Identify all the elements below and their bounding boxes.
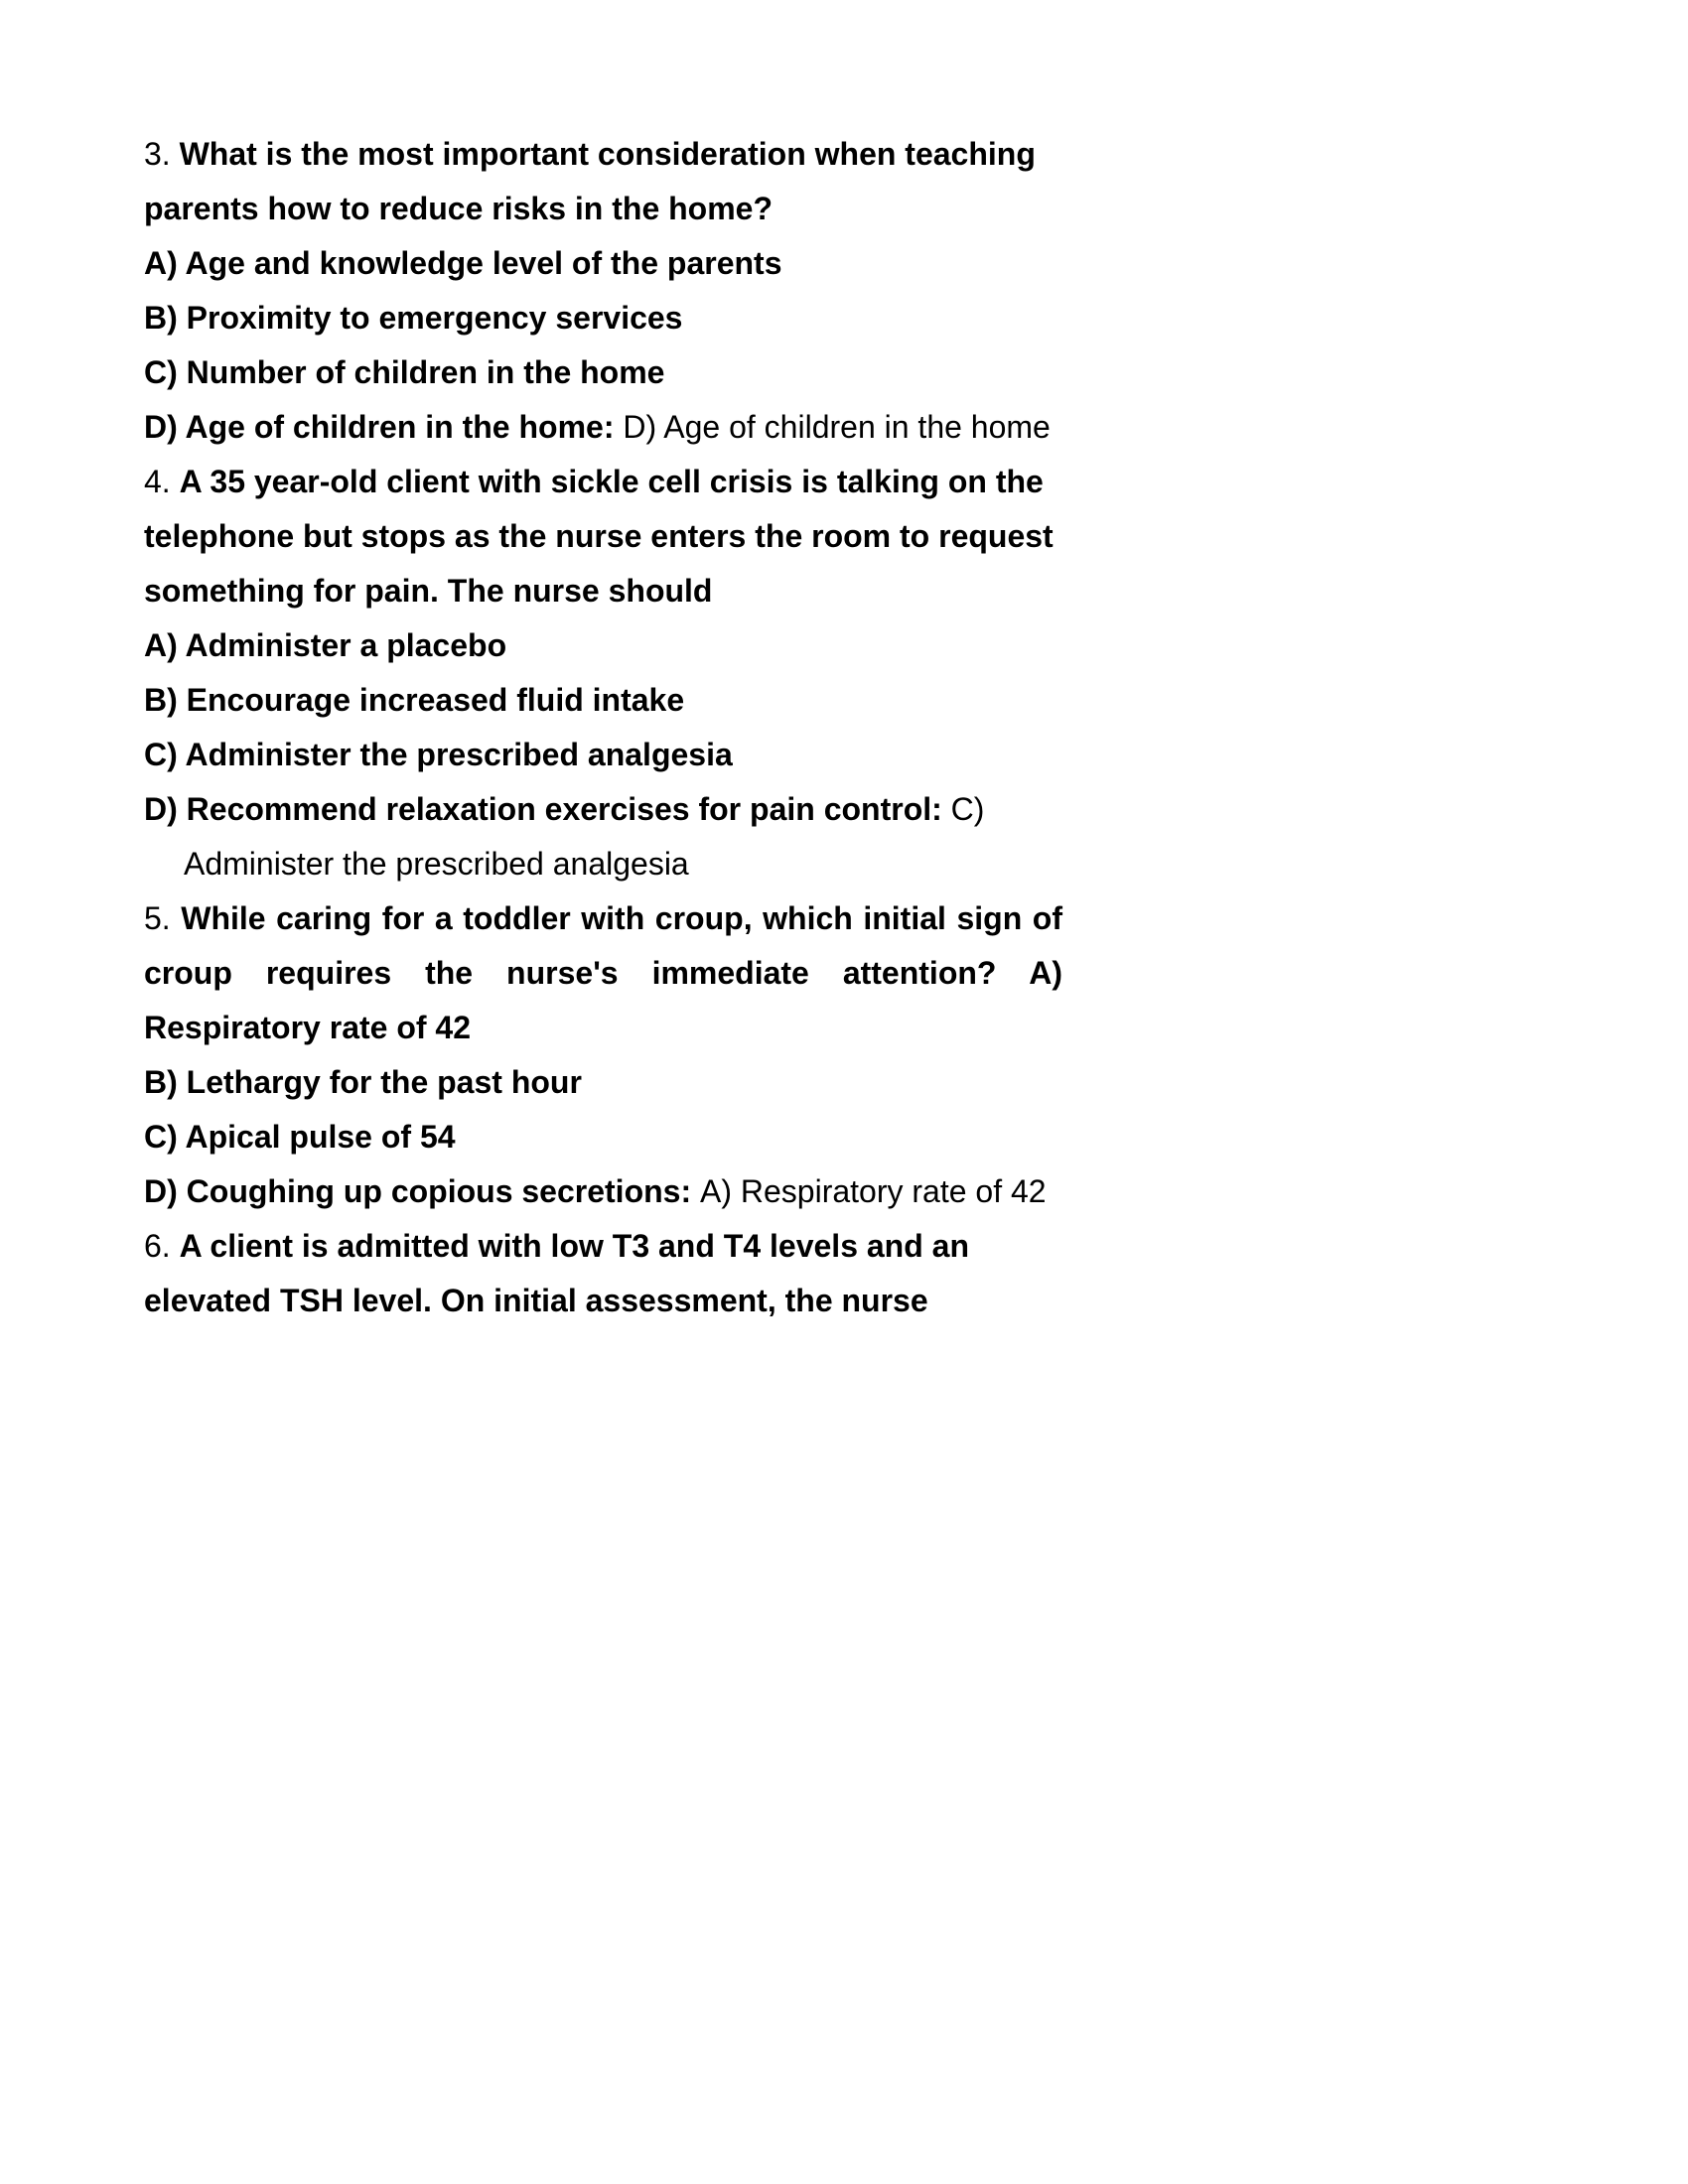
question-3-option-a <box>144 236 1062 291</box>
bold-text-segment: A 35 year-old client with sickle cell crisis is talking on the telephone but stops as the nurse enters the room to request something for pain. The nurse should <box>144 464 1054 609</box>
bold-text-segment: While caring for a toddler with croup, which initial sign of croup requires the nurse's immediate attention? A) Respiratory rate of 42 <box>144 900 1063 1045</box>
bold-text-segment: C) Administer the prescribed analgesia <box>144 737 733 772</box>
bold-text-segment: B) Proximity to emergency services <box>144 300 683 336</box>
regular-text-segment: C) Administer the prescribed analgesia <box>184 791 985 882</box>
question-4-option-d-with-answer <box>144 782 1062 891</box>
question-3-option-d-with-answer <box>144 400 1062 455</box>
question-3-option-b <box>144 291 1062 345</box>
question-3-option-c <box>144 345 1062 400</box>
regular-text-segment: 3. <box>144 136 180 172</box>
regular-text-segment: 4. <box>144 464 180 499</box>
question-4-option-b <box>144 673 1062 728</box>
question-6-stem <box>144 1219 1062 1328</box>
bold-text-segment: A) Age and knowledge level of the parents <box>144 245 782 281</box>
regular-text-segment: 5. <box>144 900 182 936</box>
bold-text-segment: D) Age of children in the home: <box>144 409 624 445</box>
bold-text-segment: A) Administer a placebo <box>144 627 507 663</box>
question-4-option-a <box>144 618 1062 673</box>
bold-text-segment: B) Lethargy for the past hour <box>144 1064 582 1100</box>
bold-text-segment: What is the most important consideration when teaching parents how to reduce risks in the home? <box>144 136 1036 226</box>
question-5-option-c <box>144 1110 1062 1164</box>
regular-text-segment: 6. <box>144 1228 180 1264</box>
bold-text-segment: D) Coughing up copious secretions: <box>144 1173 700 1209</box>
question-5-option-d-with-answer <box>144 1164 1062 1219</box>
bold-text-segment: C) Apical pulse of 54 <box>144 1119 456 1155</box>
bold-text-segment: C) Number of children in the home <box>144 354 665 390</box>
question-3-stem <box>144 127 1062 236</box>
regular-text-segment: A) Respiratory rate of 42 <box>700 1173 1047 1209</box>
bold-text-segment: A client is admitted with low T3 and T4 levels and an elevated TSH level. On initial assessment, the nurse <box>144 1228 969 1318</box>
question-4-option-c <box>144 728 1062 782</box>
question-5-stem-with-option-a <box>144 891 1062 1055</box>
regular-text-segment: D) Age of children in the home <box>623 409 1051 445</box>
document-body <box>144 127 1062 1328</box>
question-5-option-b <box>144 1055 1062 1110</box>
question-4-stem <box>144 455 1062 618</box>
bold-text-segment: D) Recommend relaxation exercises for pain control: <box>144 791 951 827</box>
bold-text-segment: B) Encourage increased fluid intake <box>144 682 685 718</box>
